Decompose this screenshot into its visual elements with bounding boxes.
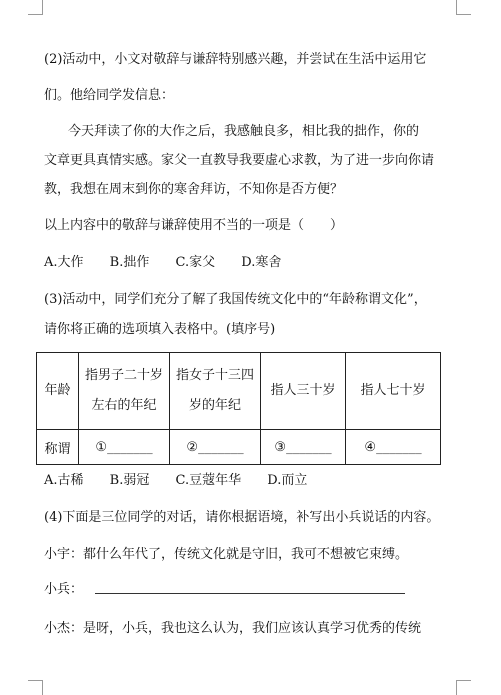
table-cell-age-3: 指人三十岁: [261, 353, 346, 430]
q3-options: [44, 472, 329, 490]
dialogue-xiaoyu: 小宇：都什么年代了，传统文化就是守旧，我可不想被它束缚。: [44, 547, 409, 562]
q2-option-a: A.大作: [44, 255, 84, 270]
q4-intro: (4)下面是三位同学的对话，请你根据语境，补写出小兵说话的内容。: [44, 510, 440, 525]
crop-mark-bottom-right: [456, 680, 471, 695]
q2-options: [44, 254, 303, 272]
q2-intro-line-1: (2)活动中，小文对敬辞与谦辞特别感兴趣，并尝试在生活中运用它: [44, 52, 427, 67]
q2-option-c: C.家父: [175, 255, 216, 270]
table-cell-age-4: 指人七十岁: [346, 353, 441, 430]
q3-option-c: C.豆蔻年华: [175, 473, 242, 488]
crop-mark-top-right: [456, 0, 471, 15]
table-blank-4[interactable]: ④_______: [346, 430, 441, 465]
q2-intro-line-2: 们。他给同学发信息：: [44, 88, 175, 103]
table-header-title: 称谓: [37, 430, 79, 465]
q2-question: 以上内容中的敬辞与谦辞使用不当的一项是（ ）: [44, 218, 344, 233]
age-title-table: [36, 352, 441, 465]
q3-option-b: B.弱冠: [109, 473, 150, 488]
q3-option-d: D.而立: [267, 473, 308, 488]
table-cell-age-1: 指男子二十岁 左右的年纪: [79, 353, 170, 430]
table-row-ages: [37, 353, 441, 430]
table-blank-2[interactable]: ②_______: [170, 430, 261, 465]
table-blank-3[interactable]: ③_______: [261, 430, 346, 465]
crop-mark-top-left: [28, 0, 43, 15]
table-blank-1[interactable]: ①_______: [79, 430, 170, 465]
q2-option-d: D.寒舍: [241, 255, 282, 270]
q2-message-line-1: 今天拜读了你的大作之后，我感触良多，相比我的拙作，你的: [68, 124, 420, 139]
table-cell-age-2: 指女子十三四 岁的年纪: [170, 353, 261, 430]
q2-message-line-2: 文章更具真情实感。家父一直教导我要虚心求教，为了进一步向你请: [44, 153, 435, 168]
q3-intro-line-2: 请你将正确的选项填入表格中。(填序号): [44, 322, 276, 337]
q3-intro-line-1: (3)活动中，同学们充分了解了我国传统文化中的“年龄称谓文化”，: [44, 292, 427, 307]
table-header-age: 年龄: [37, 353, 79, 430]
q3-option-a: A.古稀: [44, 473, 84, 488]
q2-option-b: B.拙作: [109, 255, 150, 270]
xiaobing-answer-line[interactable]: [95, 593, 405, 594]
dialogue-xiaobing-label: 小兵：: [44, 582, 84, 597]
dialogue-xiaojie: 小杰：是呀，小兵，我也这么认为，我们应该认真学习优秀的传统: [44, 621, 422, 636]
q2-message-line-3: 教，我想在周末到你的寒舍拜访，不知你是否方便？: [44, 182, 344, 197]
crop-mark-bottom-left: [28, 680, 43, 695]
table-row-titles: [37, 430, 441, 465]
